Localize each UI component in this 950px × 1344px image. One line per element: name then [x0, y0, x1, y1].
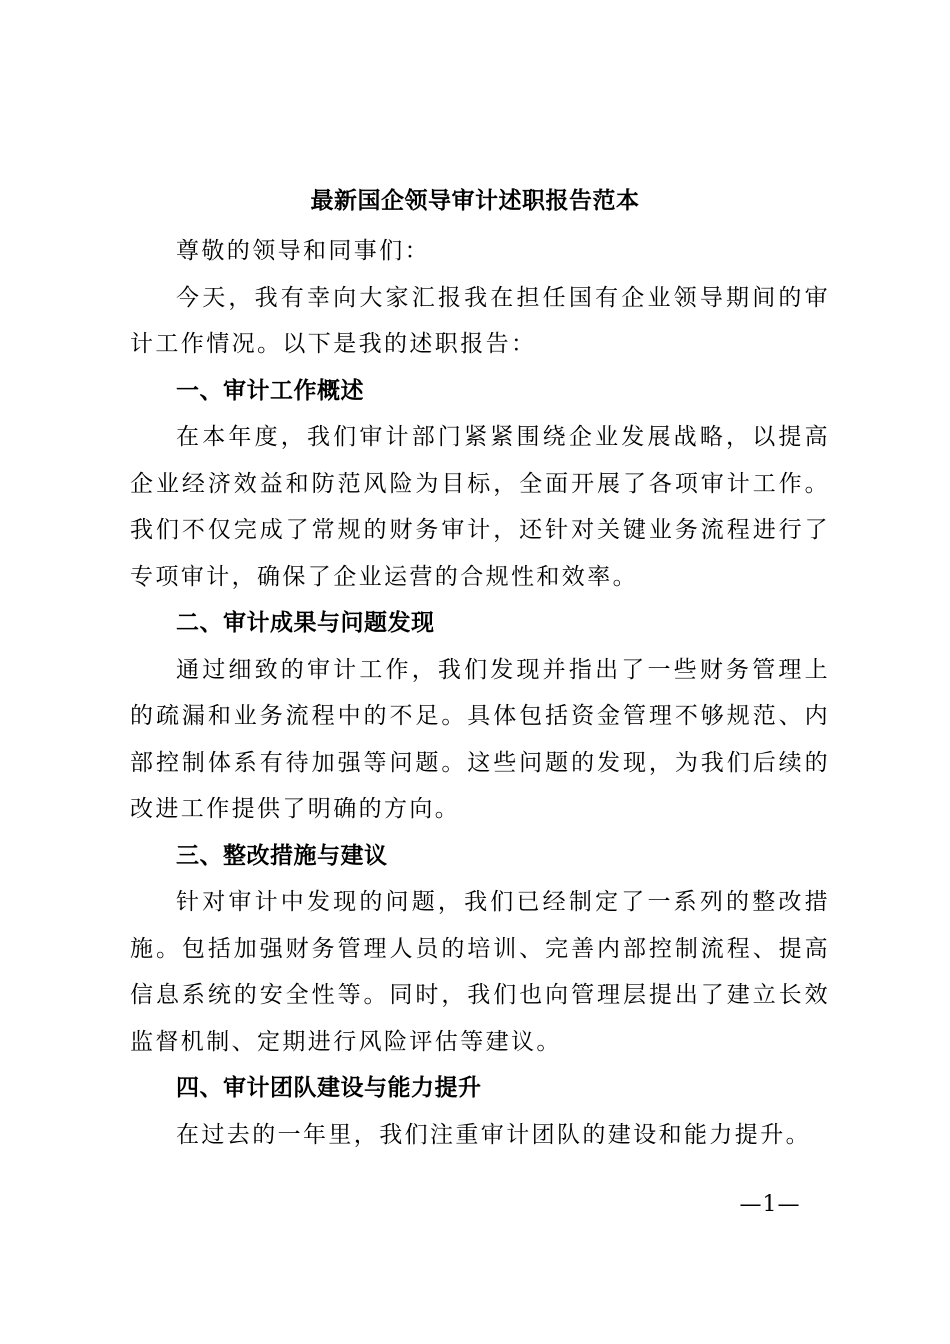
intro-paragraph: 今天，我有幸向大家汇报我在担任国有企业领导期间的审计工作情况。以下是我的述职报告： — [130, 284, 830, 357]
section-body-4: 在过去的一年里，我们注重审计团队的建设和能力提升。 — [176, 1121, 811, 1148]
page-number: —1— — [739, 1192, 801, 1217]
section-body-1: 在本年度，我们审计部门紧紧围绕企业发展战略，以提高企业经济效益和防范风险为目标，全面开展了各项审计工作。我们不仅完成了常规的财务审计，还针对关键业务流程进行了专项审计，确保了企业运营的合规性和效率。 — [130, 424, 830, 590]
section-heading-3: 三、整改措施与建议 — [176, 842, 388, 869]
section-heading-2: 二、审计成果与问题发现 — [176, 610, 435, 636]
salutation: 尊敬的领导和同事们： — [176, 238, 430, 264]
document-title: 最新国企领导审计述职报告范本 — [310, 187, 640, 214]
section-body-2: 通过细致的审计工作，我们发现并指出了一些财务管理上的疏漏和业务流程中的不足。具体包括资金管理不够规范、内部控制体系有待加强等问题。这些问题的发现，为我们后续的改进工作提供了明确的方向。 — [130, 656, 830, 822]
section-heading-1: 一、审计工作概述 — [176, 377, 364, 404]
document-body — [130, 228, 830, 1158]
section-body-3: 针对审计中发现的问题，我们已经制定了一系列的整改措施。包括加强财务管理人员的培训、完善内部控制流程、提高信息系统的安全性等。同时，我们也向管理层提出了建立长效监督机制、定期进行风险评估等建议。 — [130, 889, 830, 1055]
section-heading-4: 四、审计团队建设与能力提升 — [176, 1075, 482, 1101]
